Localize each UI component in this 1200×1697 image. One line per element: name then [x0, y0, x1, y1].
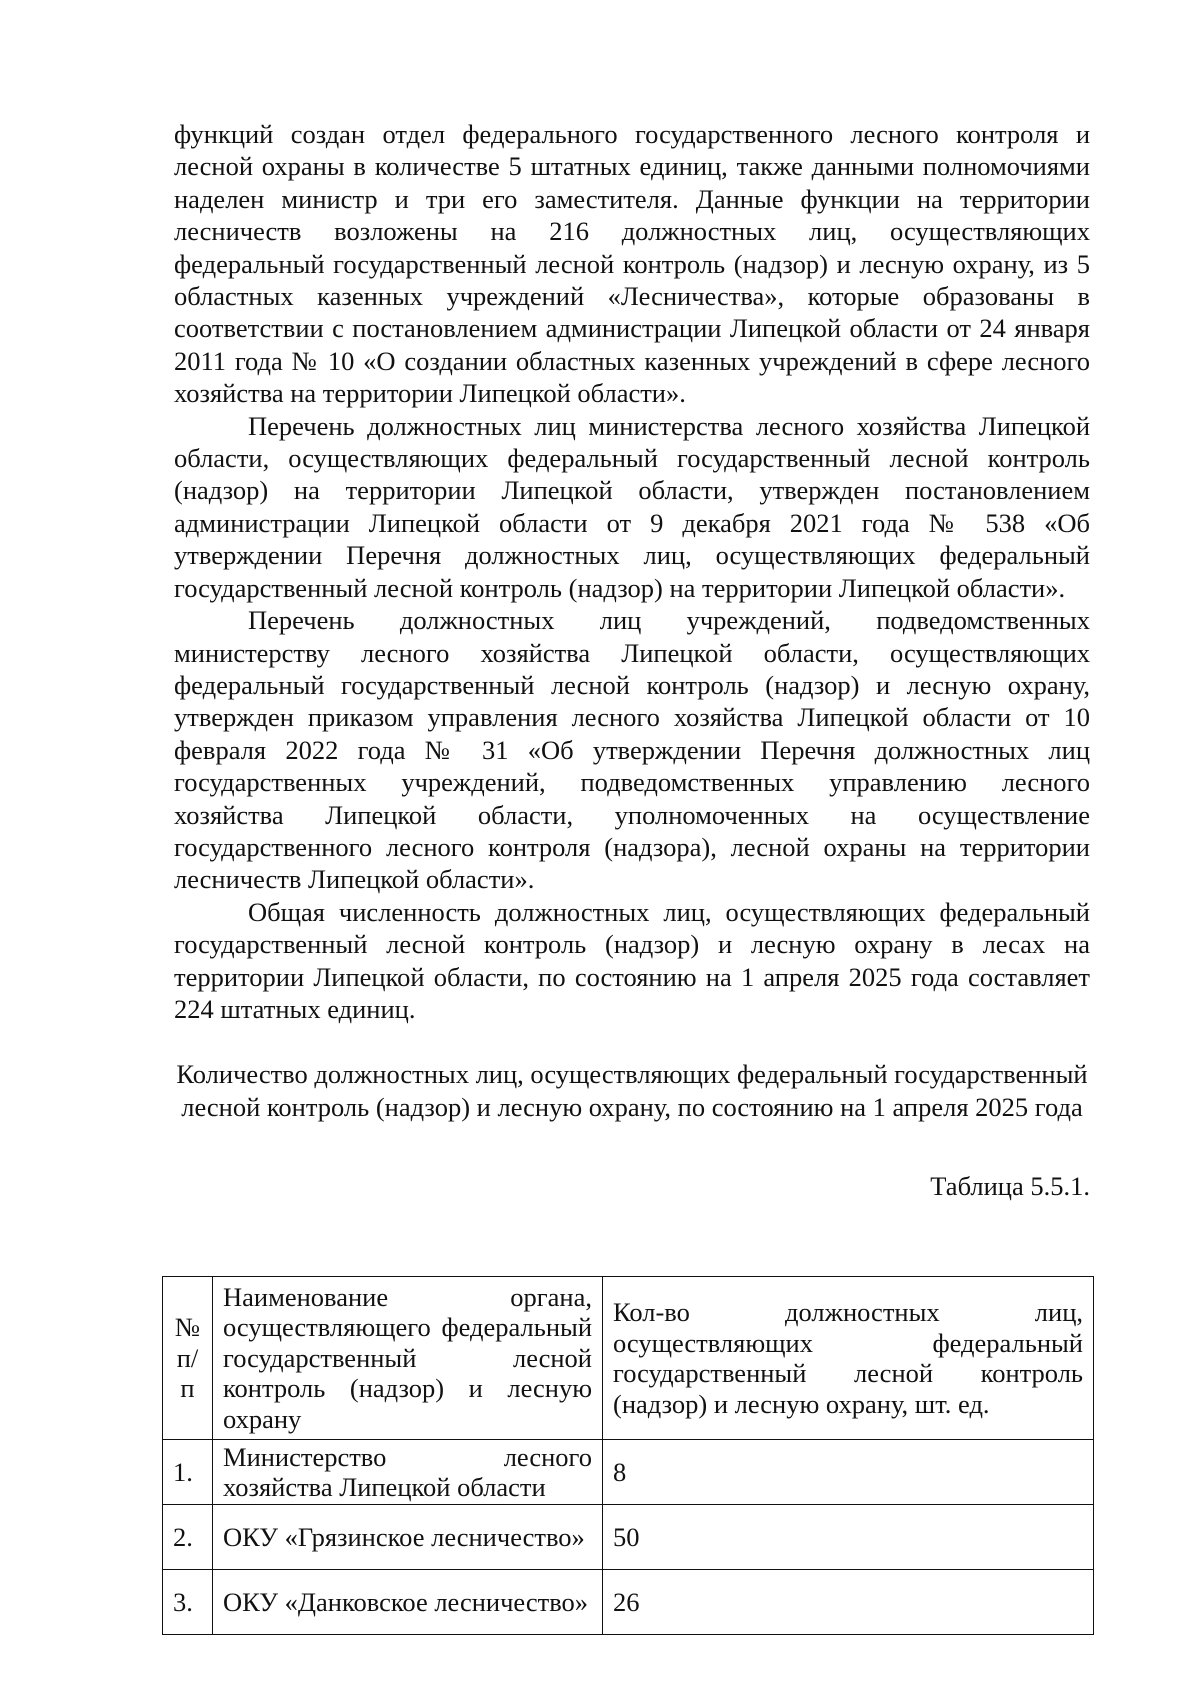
row-name: Министерство лесного хозяйства Липецкой области	[213, 1440, 603, 1505]
table-caption: Количество должностных лиц, осуществляющих федеральный государственный лесной контроль (надзор) и лесную охрану, по состоянию на 1 апреля 2025 года	[176, 1059, 1088, 1123]
table-row	[163, 1440, 1094, 1505]
header-num: № п/п	[163, 1277, 213, 1440]
table-header-row	[163, 1277, 1094, 1440]
row-num: 2.	[163, 1505, 213, 1570]
header-name: Наименование органа, осуществляющего федеральный государственный лесной контроль (надзор) и лесную охрану	[213, 1277, 603, 1440]
paragraph-4: Общая численность должностных лиц, осуществляющих федеральный государственный лесной контроль (надзор) и лесную охрану в лесах на территории Липецкой области, по состоянию на 1 апреля 2025 года составляет 224 штатных единиц.	[174, 896, 1090, 1024]
paragraph-2: Перечень должностных лиц министерства лесного хозяйства Липецкой области, осуществляющих федеральный государственный лесной контроль (надзор) на территории Липецкой области, утвержден постановлением администрации Липецкой области от 9 декабря 2021 года № 538 «Об утверждении Перечня должностных лиц, осуществляющих федеральный государственный лесной контроль (надзор) на территории Липецкой области».	[174, 410, 1090, 603]
officials-table	[162, 1276, 1094, 1635]
paragraph-1: функций создан отдел федерального государственного лесного контроля и лесной охраны в количестве 5 штатных единиц, также данными полномочиями наделен министр и три его заместителя. Данные функции на территории лесничеств возложены на 216 должностных лиц, осуществляющих федеральный государственный лесной контроль (надзор) и лесную охрану, из 5 областных казенных учреждений «Лесничества», которые образованы в соответствии с постановлением администрации Липецкой области от 24 января 2011 года № 10 «О создании областных казенных учреждений в сфере лесного хозяйства на территории Липецкой области».	[174, 119, 1090, 409]
row-count: 50	[603, 1505, 1094, 1570]
document-body	[174, 118, 1090, 1202]
table-row	[163, 1505, 1094, 1570]
table-row	[163, 1570, 1094, 1635]
row-count: 26	[603, 1570, 1094, 1635]
row-name: ОКУ «Грязинское лесничество»	[213, 1505, 603, 1570]
row-count: 8	[603, 1440, 1094, 1505]
header-count: Кол-во должностных лиц, осуществляющих федеральный государственный лесной контроль (надзор) и лесную охрану, шт. ед.	[603, 1277, 1094, 1440]
paragraph-3: Перечень должностных лиц учреждений, подведомственных министерству лесного хозяйства Липецкой области, осуществляющих федеральный государственный лесной контроль (надзор) и лесную охрану, утвержден приказом управления лесного хозяйства Липецкой области от 10 февраля 2022 года № 31 «Об утверждении Перечня должностных лиц государственных учреждений, подведомственных управлению лесного хозяйства Липецкой области, уполномоченных на осуществление государственного лесного контроля (надзора), лесной охраны на территории лесничеств Липецкой области».	[174, 605, 1090, 895]
row-num: 1.	[163, 1440, 213, 1505]
row-num: 3.	[163, 1570, 213, 1635]
row-name: ОКУ «Данковское лесничество»	[213, 1570, 603, 1635]
table-number-label: Таблица 5.5.1.	[930, 1171, 1090, 1202]
